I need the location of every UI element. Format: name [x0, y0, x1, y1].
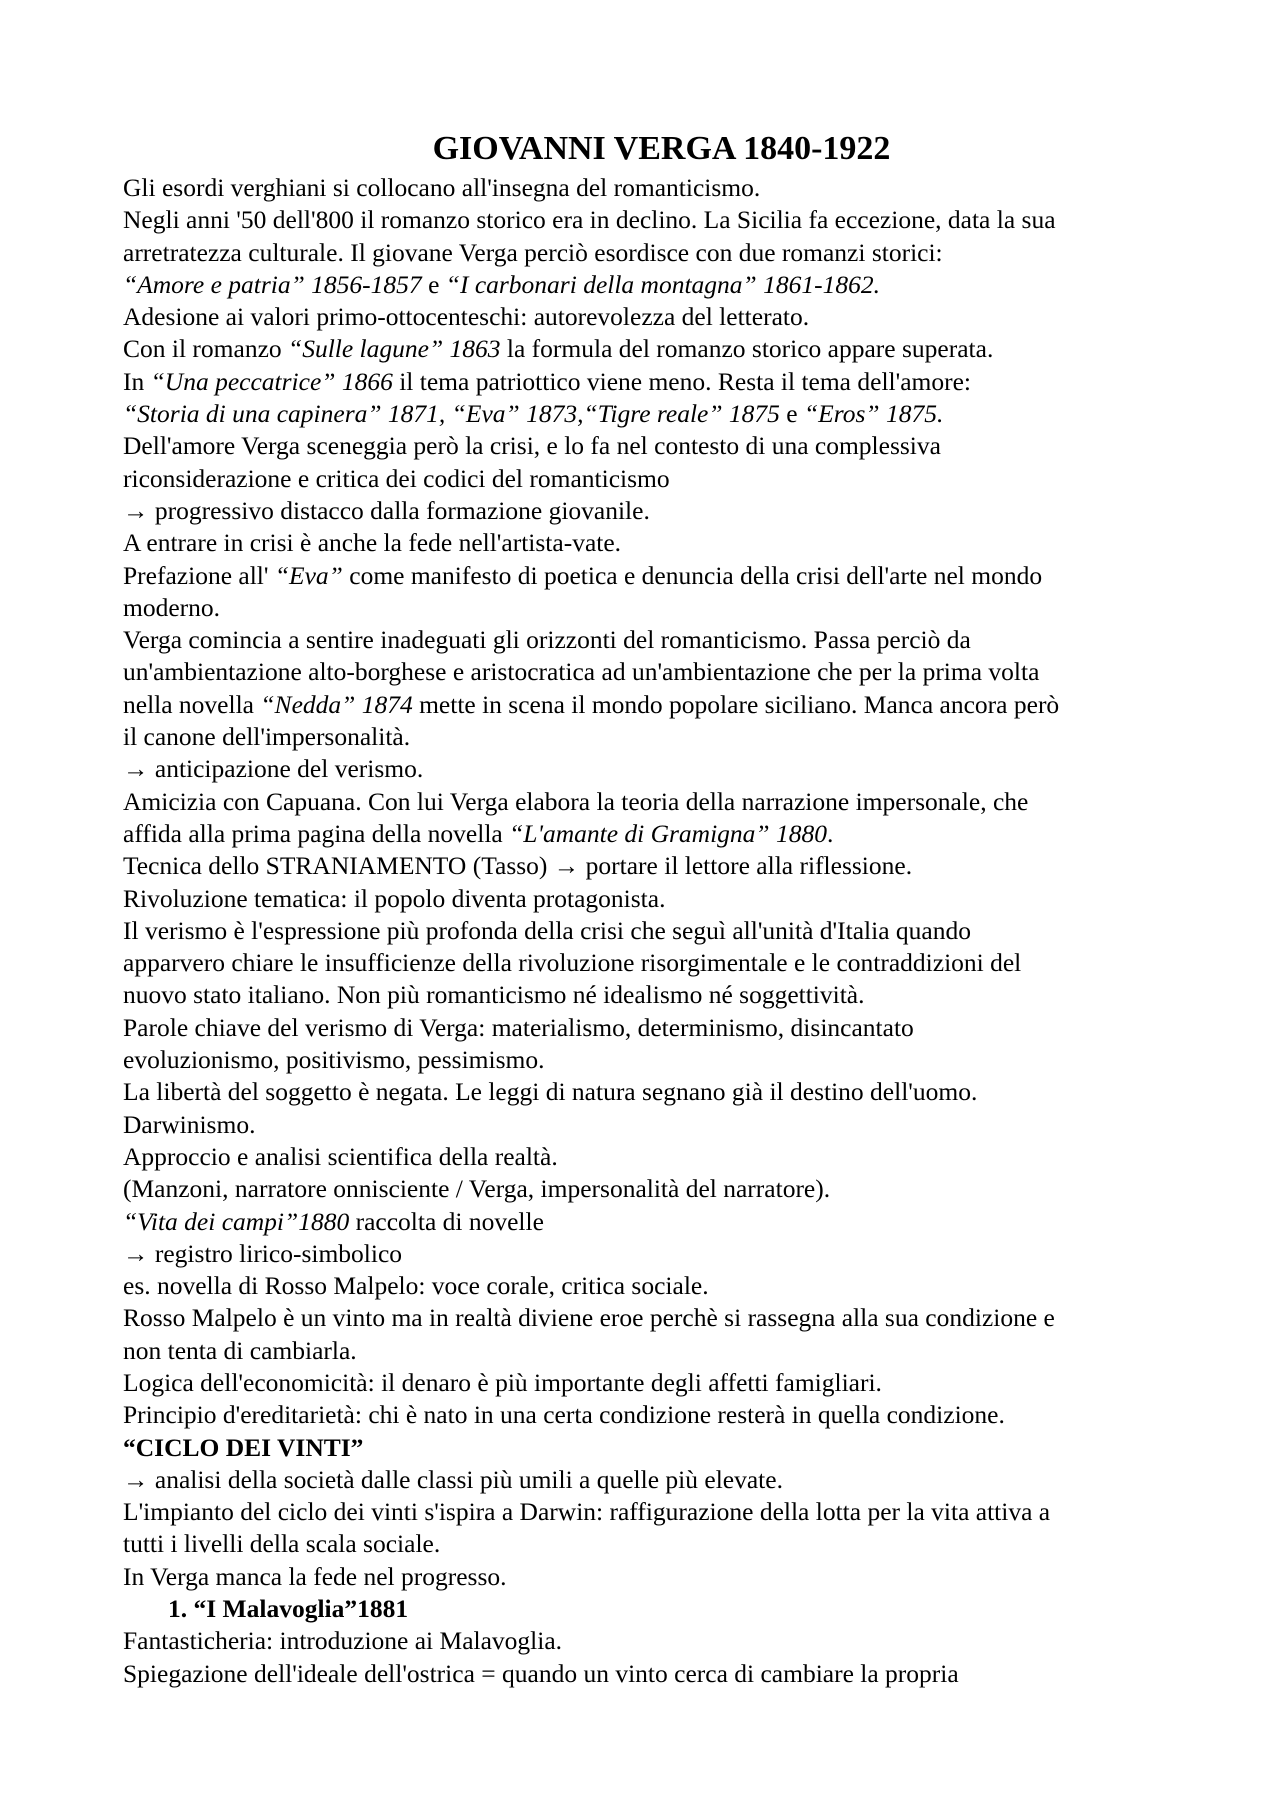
text-span: come manifesto di poetica e denuncia della crisi dell'arte nel mondo	[342, 560, 1043, 590]
bold-span: 1.	[168, 1594, 194, 1624]
text-span: e	[421, 269, 446, 299]
text-span: Principio d'ereditarietà: chi è nato in una certa condizione resterà in quella condizione.	[123, 1400, 1005, 1430]
text-line	[123, 1432, 1180, 1464]
text-line	[123, 301, 1180, 333]
text-span: raccolta di novelle	[349, 1206, 544, 1236]
text-line	[123, 915, 1180, 947]
italic-span: “Vita dei campi”1880	[123, 1206, 350, 1236]
text-line	[123, 269, 1180, 301]
text-line	[123, 1464, 1180, 1496]
text-line	[123, 527, 1180, 559]
text-span: riconsiderazione e critica dei codici del romanticismo	[123, 463, 670, 493]
italic-span: “CICLO DEI VINTI”	[123, 1432, 364, 1462]
text-line	[123, 1206, 1180, 1238]
text-span: moderno.	[123, 592, 221, 622]
text-line	[123, 237, 1180, 269]
text-line	[123, 1109, 1180, 1141]
text-span: L'impianto del ciclo dei vinti s'ispira a Darwin: raffigurazione della lotta per la vita attiva a	[123, 1497, 1051, 1527]
text-span: il canone dell'impersonalità.	[123, 722, 411, 752]
text-span: Tecnica dello STRANIAMENTO (Tasso) → portare il lettore alla riflessione.	[123, 851, 913, 881]
text-span: → progressivo distacco dalla formazione giovanile.	[123, 495, 650, 525]
text-span: Rivoluzione tematica: il popolo diventa protagonista.	[123, 883, 666, 913]
italic-span: “I carbonari della montagna” 1861-1862.	[445, 269, 880, 299]
text-span: Gli esordi verghiani si collocano all'insegna del romanticismo.	[123, 173, 761, 202]
italic-span: “L'amante di Gramigna” 1880	[509, 818, 827, 848]
text-span: mette in scena il mondo popolare siciliano. Manca ancora però	[412, 689, 1060, 719]
text-span: In Verga manca la fede nel progresso.	[123, 1561, 507, 1591]
italic-span: “Amore e patria” 1856-1857	[123, 269, 422, 299]
text-line	[123, 366, 1180, 398]
text-span: La libertà del soggetto è negata. Le leggi di natura segnano già il destino dell'uomo.	[123, 1077, 978, 1107]
text-line	[123, 204, 1180, 236]
text-line	[123, 1270, 1180, 1302]
page-title: GIOVANNI VERGA 1840-1922	[432, 130, 891, 167]
text-span: e	[779, 399, 804, 429]
text-span: nella novella	[123, 689, 261, 719]
text-span: → registro lirico-simbolico	[123, 1238, 403, 1268]
text-span: Amicizia con Capuana. Con lui Verga elabora la teoria della narrazione impersonale, che	[123, 786, 1029, 816]
text-line	[123, 333, 1180, 365]
text-line	[123, 1076, 1180, 1108]
text-span: Parole chiave del verismo di Verga: materialismo, determinismo, disincantato	[123, 1012, 914, 1042]
text-line	[123, 463, 1180, 495]
text-span: es. novella di Rosso Malpelo: voce corale, critica sociale.	[123, 1271, 709, 1301]
text-line	[123, 1399, 1180, 1431]
text-span: il tema patriottico viene meno. Resta il tema dell'amore:	[392, 366, 972, 396]
italic-span: “Una peccatrice” 1866	[150, 366, 393, 396]
text-span: Spiegazione dell'ideale dell'ostrica = quando un vinto cerca di cambiare la propria	[123, 1658, 959, 1688]
italic-span: “I Malavoglia”1881	[193, 1594, 409, 1624]
text-line	[123, 172, 1180, 204]
italic-span: “Eros” 1875.	[804, 399, 944, 429]
text-span: Logica dell'economicità: il denaro è più importante degli affetti famigliari.	[123, 1367, 882, 1397]
text-line	[123, 721, 1180, 753]
text-span: → anticipazione del verismo.	[123, 754, 424, 784]
text-line	[123, 1496, 1180, 1528]
text-line	[123, 1367, 1180, 1399]
text-line	[123, 1561, 1180, 1593]
text-line	[123, 753, 1180, 785]
text-line	[123, 560, 1180, 592]
text-span: tutti i livelli della scala sociale.	[123, 1529, 441, 1559]
text-span: Approccio e analisi scientifica della realtà.	[123, 1141, 558, 1171]
numbered-list-item	[123, 1593, 1180, 1625]
text-span: → analisi della società dalle classi più umili a quelle più elevate.	[123, 1464, 783, 1494]
text-span: Rosso Malpelo è un vinto ma in realtà diviene eroe perchè si rassegna alla sua condizione e	[123, 1303, 1055, 1333]
text-span: un'ambientazione alto-borghese e aristocratica ad un'ambientazione che per la prima volta	[123, 657, 1040, 687]
text-span: Fantasticheria: introduzione ai Malavoglia.	[123, 1626, 563, 1656]
text-line	[123, 850, 1180, 882]
text-line	[123, 1173, 1180, 1205]
text-span: Negli anni '50 dell'800 il romanzo storico era in declino. La Sicilia fa eccezione, data la sua	[123, 205, 1056, 235]
text-line	[123, 1238, 1180, 1270]
text-span: Darwinismo.	[123, 1109, 256, 1139]
text-line	[123, 689, 1180, 721]
text-line	[123, 1335, 1180, 1367]
text-line	[123, 1658, 1180, 1690]
text-line	[123, 398, 1180, 430]
text-span: arretratezza culturale. Il giovane Verga perciò esordisce con due romanzi storici:	[123, 237, 943, 267]
text-span: A entrare in crisi è anche la fede nell'artista-vate.	[123, 528, 622, 558]
text-span: apparvero chiare le insufficienze della rivoluzione risorgimentale e le contraddizioni del	[123, 948, 1022, 978]
text-span: .	[827, 818, 834, 848]
text-span: nuovo stato italiano. Non più romanticismo né idealismo né soggettività.	[123, 980, 865, 1010]
italic-span: “Eva”	[274, 560, 343, 590]
text-span: non tenta di cambiarla.	[123, 1335, 357, 1365]
text-span: la formula del romanzo storico appare superata.	[500, 334, 994, 364]
text-span: Il verismo è l'espressione più profonda della crisi che seguì all'unità d'Italia quando	[123, 915, 971, 945]
italic-span: “Nedda” 1874	[260, 689, 413, 719]
text-span: Adesione ai valori primo-ottocenteschi: autorevolezza del letterato.	[123, 302, 810, 332]
text-span: evoluzionismo, positivismo, pessimismo.	[123, 1045, 545, 1075]
text-line	[123, 947, 1180, 979]
text-span: (Manzoni, narratore onnisciente / Verga, impersonalità del narratore).	[123, 1174, 831, 1204]
italic-span: “Storia di una capinera” 1871, “Eva” 1873,“Tigre reale” 1875	[123, 399, 780, 429]
text-span: Prefazione all'	[123, 560, 275, 590]
text-line	[123, 592, 1180, 624]
italic-span: “Sulle lagune” 1863	[288, 334, 501, 364]
text-line	[123, 1625, 1180, 1657]
text-line	[123, 624, 1180, 656]
text-span: Dell'amore Verga sceneggia però la crisi, e lo fa nel contesto di una complessiva	[123, 431, 941, 461]
text-span: affida alla prima pagina della novella	[123, 818, 510, 848]
text-line	[123, 1141, 1180, 1173]
text-line	[123, 495, 1180, 527]
text-line	[123, 979, 1180, 1011]
text-line	[123, 818, 1180, 850]
text-span: Con il romanzo	[123, 334, 289, 364]
text-line	[123, 1302, 1180, 1334]
text-line	[123, 1528, 1180, 1560]
text-span: In	[123, 366, 151, 396]
text-line	[123, 883, 1180, 915]
text-line	[123, 1044, 1180, 1076]
text-span: Verga comincia a sentire inadeguati gli orizzonti del romanticismo. Passa perciò da	[123, 625, 971, 655]
text-line	[123, 1012, 1180, 1044]
text-line	[123, 786, 1180, 818]
text-line	[123, 656, 1180, 688]
document-body	[123, 172, 1180, 1690]
text-line	[123, 430, 1180, 462]
